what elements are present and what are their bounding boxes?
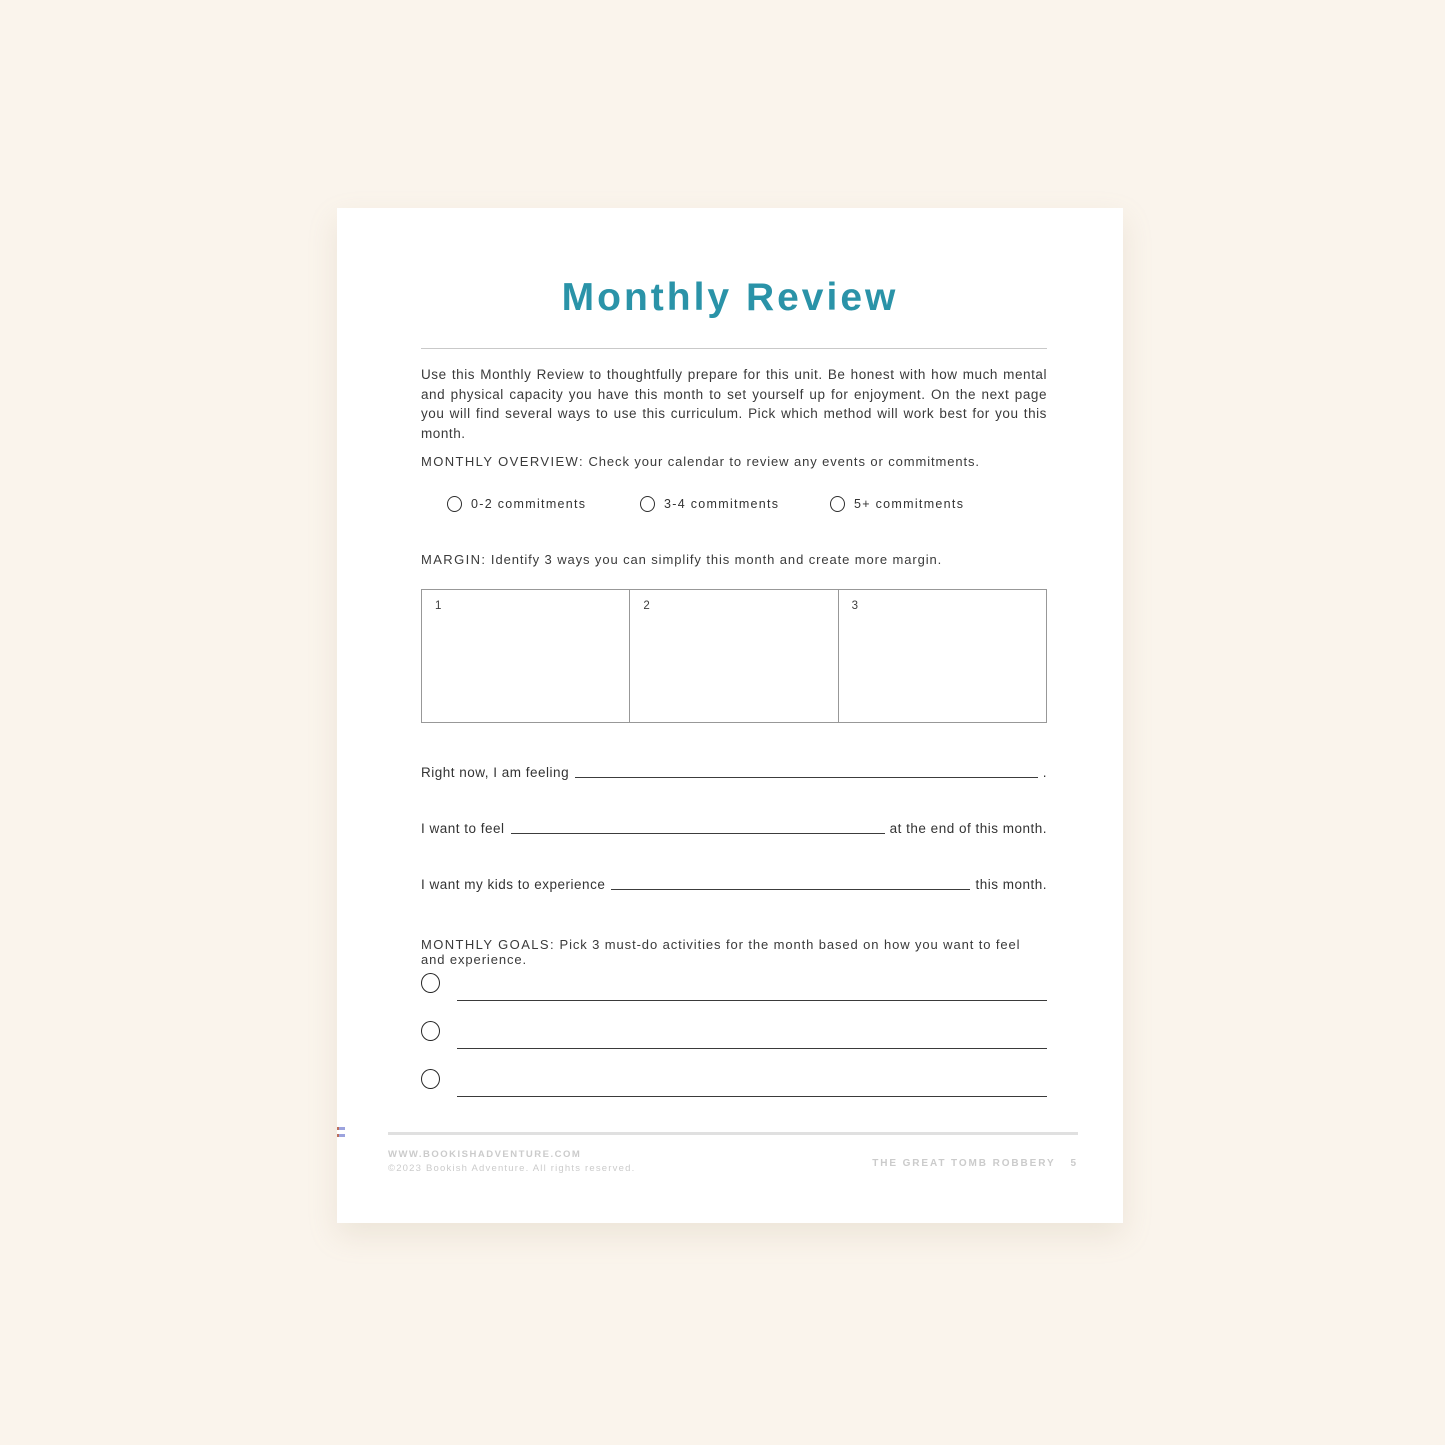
margin-cell-number: 1	[435, 600, 442, 612]
goal-fill-in-line[interactable]	[457, 1048, 1047, 1049]
goal-fill-in-line[interactable]	[457, 1000, 1047, 1001]
footer-divider	[388, 1132, 1078, 1135]
goal-checkbox-circle-icon[interactable]	[421, 973, 440, 993]
margin-cell-2[interactable]	[630, 590, 838, 722]
prompt-kids-experience	[421, 874, 1047, 892]
monthly-overview-description: Check your calendar to review any events or commitments.	[583, 454, 980, 469]
prompt-before-text: Right now, I am feeling	[421, 765, 570, 780]
prompt-want-to-feel	[421, 818, 1047, 836]
monthly-goals-description: Pick 3 must-do activities for the month based on how you want to feel and experience.	[421, 937, 1021, 967]
footer	[388, 1148, 1078, 1176]
footer-page-number: 5	[1070, 1158, 1078, 1169]
page-title: Monthly Review	[561, 276, 899, 319]
radio-option-3-4-commitments[interactable]	[640, 496, 830, 512]
margin-cell-3[interactable]	[839, 590, 1046, 722]
commitments-radio-group	[447, 496, 1047, 512]
goal-checkbox-circle-icon[interactable]	[421, 1069, 440, 1089]
margin-cell-number: 3	[851, 600, 859, 612]
radio-circle-icon[interactable]	[830, 496, 845, 512]
goal-row-1	[421, 973, 1047, 1001]
goal-fill-in-line[interactable]	[457, 1096, 1047, 1097]
fill-in-line[interactable]	[511, 818, 885, 834]
radio-option-5-plus-commitments[interactable]	[830, 496, 964, 512]
radio-option-label: 3-4 commitments	[664, 497, 780, 511]
footer-publisher-info	[388, 1148, 635, 1176]
radio-circle-icon[interactable]	[640, 496, 655, 512]
radio-option-label: 0-2 commitments	[471, 497, 587, 511]
prompt-after-text: this month.	[975, 877, 1047, 892]
page-edge-print-artifact	[337, 1127, 347, 1141]
prompt-before-text: I want my kids to experience	[421, 877, 606, 892]
footer-book-title: THE GREAT TOMB ROBBERY	[872, 1158, 1056, 1169]
radio-option-0-2-commitments[interactable]	[447, 496, 640, 512]
footer-website: WWW.BOOKISHADVENTURE.COM	[388, 1149, 582, 1160]
footer-copyright: ©2023 Bookish Adventure. All rights reserved.	[388, 1163, 636, 1174]
worksheet-page	[337, 208, 1123, 1223]
goal-row-2	[421, 1021, 1047, 1049]
radio-circle-icon[interactable]	[447, 496, 462, 512]
margin-cell-1[interactable]	[422, 590, 630, 722]
monthly-overview-label: MONTHLY OVERVIEW:	[421, 454, 584, 469]
prompt-after-text: .	[1042, 765, 1047, 780]
margin-cell-number: 2	[643, 600, 650, 612]
margin-description: Identify 3 ways you can simplify this month and create more margin.	[486, 552, 943, 567]
fill-in-line[interactable]	[575, 762, 1038, 778]
monthly-overview-heading	[421, 454, 1047, 469]
monthly-goals-label: MONTHLY GOALS:	[421, 937, 555, 952]
prompt-before-text: I want to feel	[421, 821, 505, 836]
margin-label: MARGIN:	[421, 552, 487, 567]
goal-row-3	[421, 1069, 1047, 1097]
fill-in-line[interactable]	[611, 874, 970, 890]
prompt-after-text: at the end of this month.	[889, 821, 1047, 836]
monthly-goals-heading	[421, 937, 1047, 967]
radio-option-label: 5+ commitments	[854, 497, 965, 511]
footer-book-info	[872, 1148, 1078, 1176]
goal-checkbox-circle-icon[interactable]	[421, 1021, 440, 1041]
intro-paragraph: Use this Monthly Review to thoughtfully prepare for this unit. Be honest with how much mental and physical capacity you have this month to set yourself up for enjoyment. On the next page you will find several ways to use this curriculum. Pick which method will work best for you this month.	[421, 367, 1047, 441]
title-divider	[421, 348, 1047, 349]
margin-heading	[421, 552, 1047, 567]
margin-table	[421, 589, 1047, 723]
prompt-feeling-now	[421, 762, 1047, 780]
